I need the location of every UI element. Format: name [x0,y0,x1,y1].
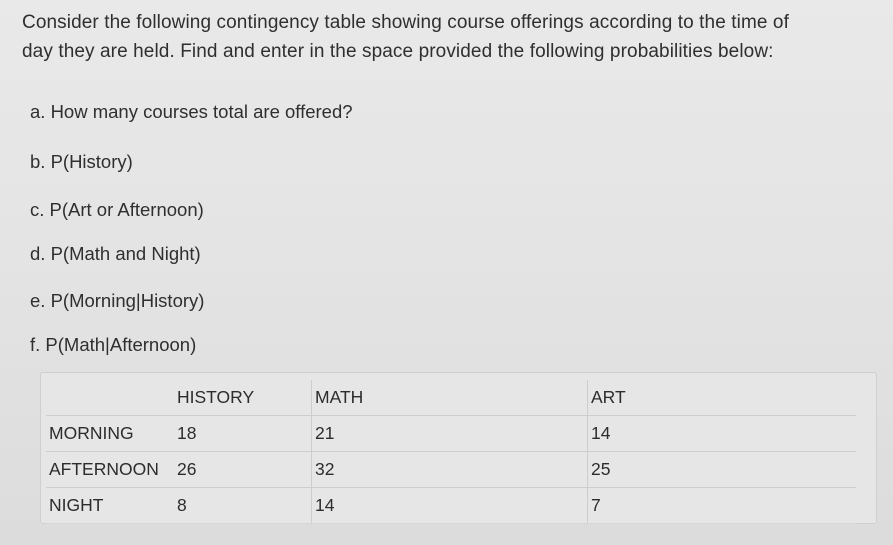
question-c: c. P(Art or Afternoon) [30,199,204,220]
table-row [46,488,856,524]
cell-morning-art: 14 [588,416,857,452]
header-math: MATH [312,380,588,416]
question-e: e. P(Morning|History) [30,290,205,311]
question-b: b. P(History) [30,151,133,172]
row-label-night: NIGHT [46,488,174,524]
intro-line-2: day they are held. Find and enter in the space provided the following probabilities below: [22,41,774,62]
question-a: a. How many courses total are offered? [30,101,353,122]
cell-afternoon-history: 26 [174,452,312,488]
table-row [46,452,856,488]
contingency-table [46,380,856,524]
cell-afternoon-math: 32 [312,452,588,488]
cell-morning-math: 21 [312,416,588,452]
intro-line-1: Consider the following contingency table showing course offerings according to the time of [22,12,789,33]
contingency-table-container [40,372,877,524]
table-row [46,416,856,452]
header-art: ART [588,380,857,416]
header-corner [46,380,174,416]
table-header-row [46,380,856,416]
question-d: d. P(Math and Night) [30,243,201,264]
intro-paragraph [22,8,882,66]
cell-night-history: 8 [174,488,312,524]
cell-night-art: 7 [588,488,857,524]
header-history: HISTORY [174,380,312,416]
question-f: f. P(Math|Afternoon) [30,334,197,355]
cell-morning-history: 18 [174,416,312,452]
row-label-afternoon: AFTERNOON [46,452,174,488]
row-label-morning: MORNING [46,416,174,452]
cell-afternoon-art: 25 [588,452,857,488]
cell-night-math: 14 [312,488,588,524]
